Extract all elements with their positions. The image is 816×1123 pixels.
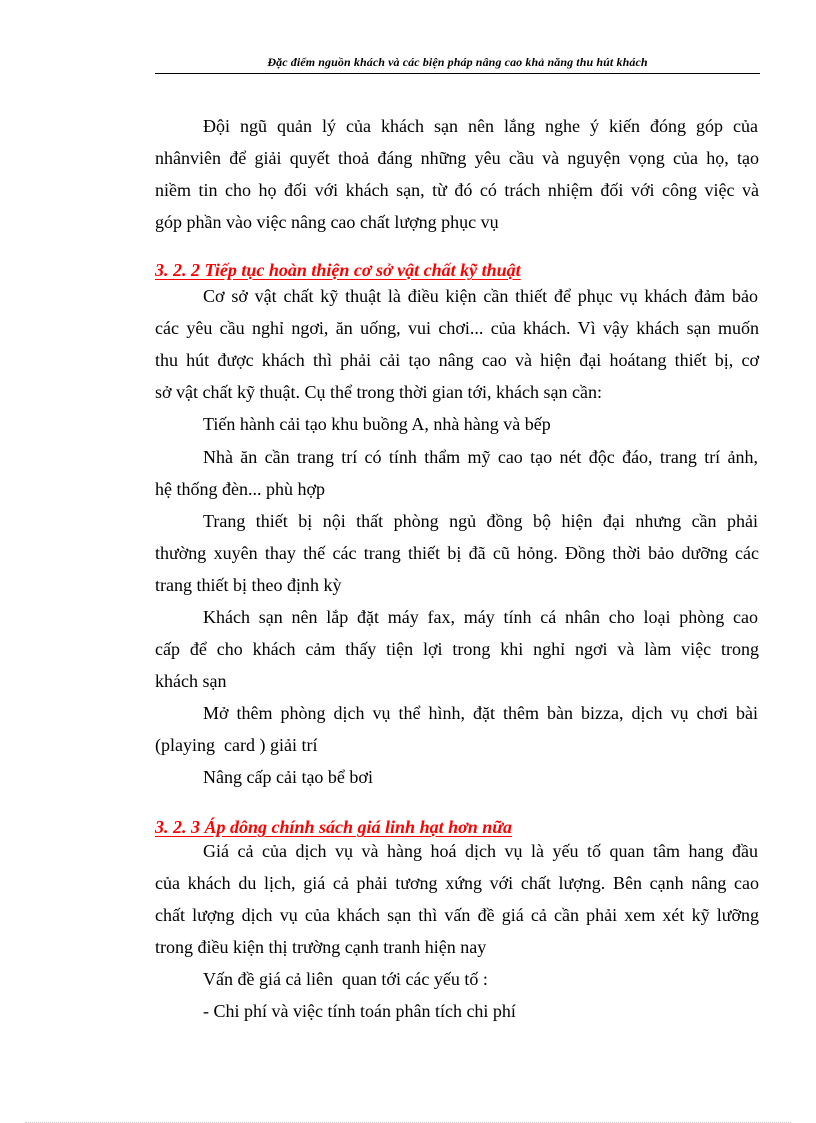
section-heading-3-2-3: 3. 2. 3 Áp dông chính sách giá linh hạt hơn nữa (155, 817, 513, 837)
paragraph-line: thu hút được khách thì phải cải tạo nâng cao và hiện đại hoátang thiết bị, cơ (155, 350, 759, 370)
paragraph-line: cấp để cho khách cảm thấy tiện lợi trong khi nghỉ ngơi và làm việc trong (155, 639, 759, 659)
paragraph-line: trong điều kiện thị trường cạnh tranh hiện nay (155, 937, 487, 957)
paragraph-line: Giá cả của dịch vụ và hàng hoá dịch vụ là yếu tố quan tâm hang đầu (203, 841, 758, 861)
paragraph-line: của khách du lịch, giá cả phải tương xứng với chất lượng. Bên cạnh nâng cao (155, 873, 759, 893)
paragraph-line: Tiến hành cải tạo khu buồng A, nhà hàng và bếp (203, 414, 551, 434)
paragraph-line: (playing card ) giải trí (155, 735, 318, 755)
paragraph-line: Cơ sở vật chất kỹ thuật là điều kiện cần thiết để phục vụ khách đảm bảo (203, 286, 758, 306)
header-rule (155, 73, 760, 74)
paragraph-line: Khách sạn nên lắp đặt máy fax, máy tính cá nhân cho loại phòng cao (203, 607, 758, 627)
paragraph-line: thường xuyên thay thế các trang thiết bị đã cũ hỏng. Đồng thời bảo dưỡng các (155, 543, 759, 563)
section-heading-3-2-2: 3. 2. 2 Tiếp tục hoàn thiện cơ sở vật chất kỹ thuật (155, 260, 521, 280)
page-header: Đặc điểm nguồn khách và các biện pháp nâng cao khả năng thu hút khách (267, 55, 648, 69)
paragraph-line: Đội ngũ quản lý của khách sạn nên lắng nghe ý kiến đóng góp của (203, 116, 758, 136)
paragraph-line: Vấn đề giá cả liên quan tới các yếu tố : (203, 969, 488, 989)
paragraph-line: Nhà ăn cần trang trí có tính thẩm mỹ cao tạo nét độc đáo, trang trí ảnh, (203, 447, 758, 467)
paragraph-line: sở vật chất kỹ thuật. Cụ thể trong thời gian tới, khách sạn cần: (155, 382, 602, 402)
paragraph-line: niềm tin cho họ đối với khách sạn, từ đó có trách nhiệm đối với công việc và (155, 180, 759, 200)
paragraph-line: Trang thiết bị nội thất phòng ngủ đồng bộ hiện đại nhưng cần phải (203, 511, 758, 531)
paragraph-line: Mở thêm phòng dịch vụ thể hình, đặt thêm bàn bizza, dịch vụ chơi bài (203, 703, 758, 723)
paragraph-line: góp phần vào việc nâng cao chất lượng phục vụ (155, 212, 499, 232)
paragraph-line: hệ thống đèn... phù hợp (155, 479, 325, 499)
paragraph-line: Nâng cấp cải tạo bể bơi (203, 767, 373, 787)
paragraph-line: - Chi phí và việc tính toán phân tích chi phí (203, 1001, 516, 1021)
paragraph-line: nhânviên để giải quyết thoả đáng những yêu cầu và nguyện vọng của họ, tạo (155, 148, 759, 168)
paragraph-line: trang thiết bị theo định kỳ (155, 575, 342, 595)
paragraph-line: chất lượng dịch vụ của khách sạn thì vấn đề giá cả cần phải xem xét kỹ lưỡng (155, 905, 759, 925)
paragraph-line: các yêu cầu nghỉ ngơi, ăn uống, vui chơi... của khách. Vì vậy khách sạn muốn (155, 318, 759, 338)
paragraph-line: khách sạn (155, 671, 227, 691)
